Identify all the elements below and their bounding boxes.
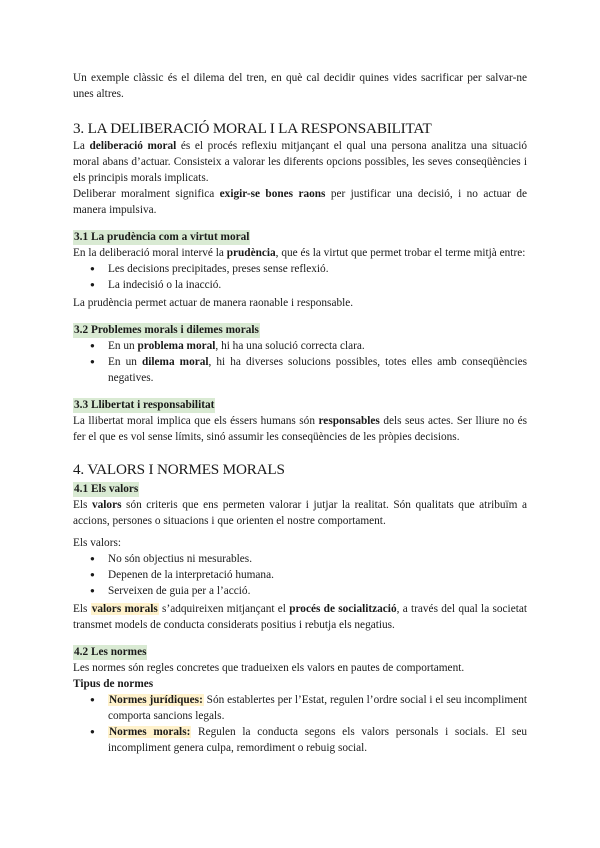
list-item: ● No són objectius ni mesurables. [90,551,527,567]
text-run: Els [73,603,91,615]
text-run: Els [73,499,92,511]
subsection-3-1-heading: 3.1 La prudència com a virtut moral [74,231,250,243]
socialization-paragraph [73,601,527,633]
norm-types-list [73,692,527,756]
list-item [90,338,527,354]
norm-types-heading: Tipus de normes [73,678,154,690]
text-run: La [73,140,90,152]
text-run: La llibertat moral implica que els éssers humans són [73,415,319,427]
bold-term: valors [92,499,122,511]
values-paragraph [73,497,527,529]
text-run: per justificar una decisió, i no actuar de manera impulsiva. [73,188,527,216]
text-run: , hi ha diverses solucions possibles, totes elles amb conseqüències negatives. [108,356,527,384]
text-run: Són establertes per l’Estat, regulen l’ordre social i el seu incompliment comporta sancions legals. [108,694,527,722]
bold-term: deliberació moral [89,140,177,152]
text-run: Deliberar moralment significa [73,188,220,200]
section-4-heading: 4. VALORS I NORMES MORALS [73,461,285,478]
list-item [90,724,527,756]
text-run: , a través del qual la societat transmet models de conducta considerats positius i rebutja els negatius. [73,603,527,631]
deliberate-paragraph [73,186,527,218]
list-item [90,354,527,386]
highlighted-term: Normes jurídiques: [109,694,203,706]
text-run: En un [108,356,142,368]
deliberation-paragraph [73,138,527,186]
section-3-heading: 3. LA DELIBERACIÓ MORAL I LA RESPONSABILITAT [73,120,432,137]
subsection-4-1-heading: 4.1 Els valors [74,483,139,495]
values-list [73,551,527,599]
highlighted-term: valors morals [91,603,158,615]
bold-term: procés de socialització [289,603,397,615]
subsection-3-3-heading: 3.3 Llibertat i responsabilitat [74,399,215,411]
bold-term: responsables [318,415,380,427]
text-run: és el procés reflexiu mitjançant el qual una persona analitza una situació moral abans d’actuar. Consisteix a valorar les diferents opcions possibles, les seves conseqüències i els principis morals implicats. [73,140,527,184]
prudence-list [73,261,527,293]
norms-paragraph: Les normes són regles concretes que tradueixen els valors en pautes de comportament. [73,662,465,674]
text-run: s’adquireixen mitjançant el [158,603,290,615]
text-run: són criteris que ens permeten valorar i jutjar la realitat. Són qualitats que atribuïm a accions, persones o situacions i que orienten el nostre comportament. [73,499,528,527]
bold-term: problema moral [137,340,216,352]
bold-term: prudència [226,247,276,259]
bold-term: exigir-se bones raons [219,188,326,200]
text-run: En un [108,340,138,352]
problems-list [73,338,527,386]
text-run: dels seus actes. Ser lliure no és fer el que es vol sense límits, sinó assumir les conseqüències de les pròpies decisions. [73,415,528,443]
freedom-paragraph [73,413,527,445]
text-run: En la deliberació moral intervé la [73,247,227,259]
bold-term: dilema moral [141,356,209,368]
text-run: , que és la virtut que permet trobar el terme mitjà entre: [275,247,526,259]
subsection-4-2-heading: 4.2 Les normes [74,646,147,658]
document-content [73,70,527,756]
list-item [90,692,527,724]
text-run: Regulen la conducta segons els valors personals i socials. El seu incompliment genera culpa, remordiment o rebuig social. [108,726,527,754]
list-item: ● Serveixen de guia per a l’acció. [90,583,527,599]
prudence-conclusion: La prudència permet actuar de manera raonable i responsable. [73,297,354,309]
list-item: ● Depenen de la interpretació humana. [90,567,527,583]
intro-paragraph: Un exemple clàssic és el dilema del tren, en què cal decidir quines vides sacrificar per salvar-ne unes altres. [73,72,527,100]
highlighted-term: Normes morals: [109,726,191,738]
list-item: ● La indecisió o la inacció. [90,277,527,293]
text-run: , hi ha una solució correcta clara. [215,340,365,352]
list-item: ● Les decisions precipitades, preses sense reflexió. [90,261,527,277]
prudence-paragraph [73,245,527,261]
values-intro: Els valors: [73,537,122,549]
subsection-3-2-heading: 3.2 Problemes morals i dilemes morals [74,324,259,336]
